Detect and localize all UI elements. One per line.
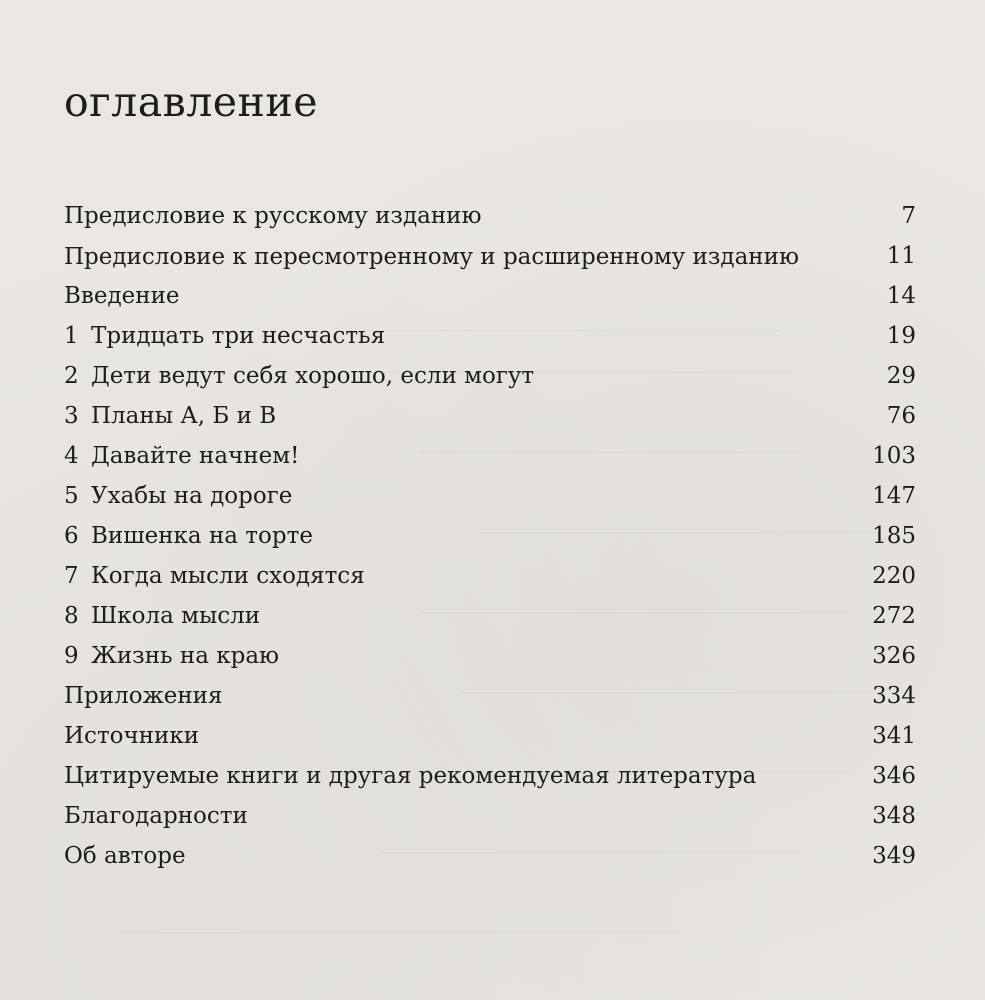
toc-entry [64, 756, 916, 796]
chapter-number: 6 [64, 523, 79, 549]
chapter-number: 4 [64, 443, 79, 469]
toc-entry-page: 19 [886, 323, 916, 349]
toc-entry-title [64, 596, 260, 636]
toc-entry-page: 7 [901, 203, 916, 229]
toc-entry-page: 185 [872, 523, 916, 549]
toc-entry-page: 14 [886, 283, 916, 309]
toc-entry [64, 276, 916, 316]
toc-entry [64, 196, 916, 236]
toc-chapter [64, 316, 916, 356]
toc-chapter [64, 596, 916, 636]
toc-entry-title [64, 396, 276, 436]
toc-entry-page: 348 [872, 803, 916, 829]
toc-entry-page: 341 [872, 723, 916, 749]
toc-entry-page: 349 [872, 843, 916, 869]
toc-entry-title: Предисловие к русскому изданию [64, 203, 482, 229]
chapter-number: 5 [64, 483, 79, 509]
toc-entry [64, 836, 916, 876]
chapter-number: 2 [64, 363, 79, 389]
toc-chapter [64, 396, 916, 436]
toc-entry-title [64, 476, 292, 516]
toc-entry-title: Благодарности [64, 803, 248, 829]
toc-entry-page: 272 [872, 603, 916, 629]
chapter-number: 7 [64, 563, 79, 589]
chapter-number: 9 [64, 643, 79, 669]
toc-chapter [64, 516, 916, 556]
toc-entry-page: 220 [872, 563, 916, 589]
toc-entry-page: 29 [886, 363, 916, 389]
bleed-through-line [120, 932, 680, 933]
toc-entry-title [64, 636, 279, 676]
chapter-number: 3 [64, 403, 79, 429]
chapter-number: 1 [64, 323, 79, 349]
toc-entry-title: Приложения [64, 683, 223, 709]
toc-entry [64, 796, 916, 836]
toc-chapter [64, 436, 916, 476]
toc-entry-page: 147 [872, 483, 916, 509]
toc-heading: оглавление [64, 78, 318, 126]
chapter-title: Когда мысли сходятся [91, 563, 365, 589]
toc-entry-title [64, 556, 365, 596]
toc-entry-title: Об авторе [64, 843, 186, 869]
toc-entry-title: Цитируемые книги и другая рекомендуемая литература [64, 763, 757, 789]
chapter-title: Дети ведут себя хорошо, если могут [91, 363, 535, 389]
toc-list [64, 196, 916, 876]
toc-entry [64, 716, 916, 756]
toc-entry-title: Введение [64, 283, 180, 309]
chapter-title: Школа мысли [91, 603, 261, 629]
chapter-title: Жизнь на краю [91, 643, 280, 669]
toc-entry-page: 346 [872, 763, 916, 789]
toc-entry-title [64, 316, 385, 356]
toc-entry-title: Источники [64, 723, 200, 749]
toc-chapter [64, 476, 916, 516]
toc-chapter [64, 356, 916, 396]
chapter-title: Вишенка на торте [91, 523, 313, 549]
chapter-title: Ухабы на дороге [91, 483, 293, 509]
chapter-title: Планы А, Б и В [91, 403, 277, 429]
toc-chapter [64, 556, 916, 596]
toc-entry-title [64, 356, 534, 396]
toc-entry [64, 236, 916, 276]
toc-entry [64, 676, 916, 716]
chapter-number: 8 [64, 603, 79, 629]
toc-entry-title [64, 516, 313, 556]
chapter-title: Давайте начнем! [91, 443, 300, 469]
chapter-title: Тридцать три несчастья [91, 323, 386, 349]
toc-entry-page: 334 [872, 683, 916, 709]
toc-chapter [64, 636, 916, 676]
toc-entry-page: 76 [886, 403, 916, 429]
toc-entry-title [64, 436, 299, 476]
toc-entry-page: 103 [872, 443, 916, 469]
toc-entry-page: 11 [886, 243, 916, 269]
toc-entry-page: 326 [872, 643, 916, 669]
toc-entry-title: Предисловие к пересмотренному и расширенному изданию [64, 244, 799, 270]
